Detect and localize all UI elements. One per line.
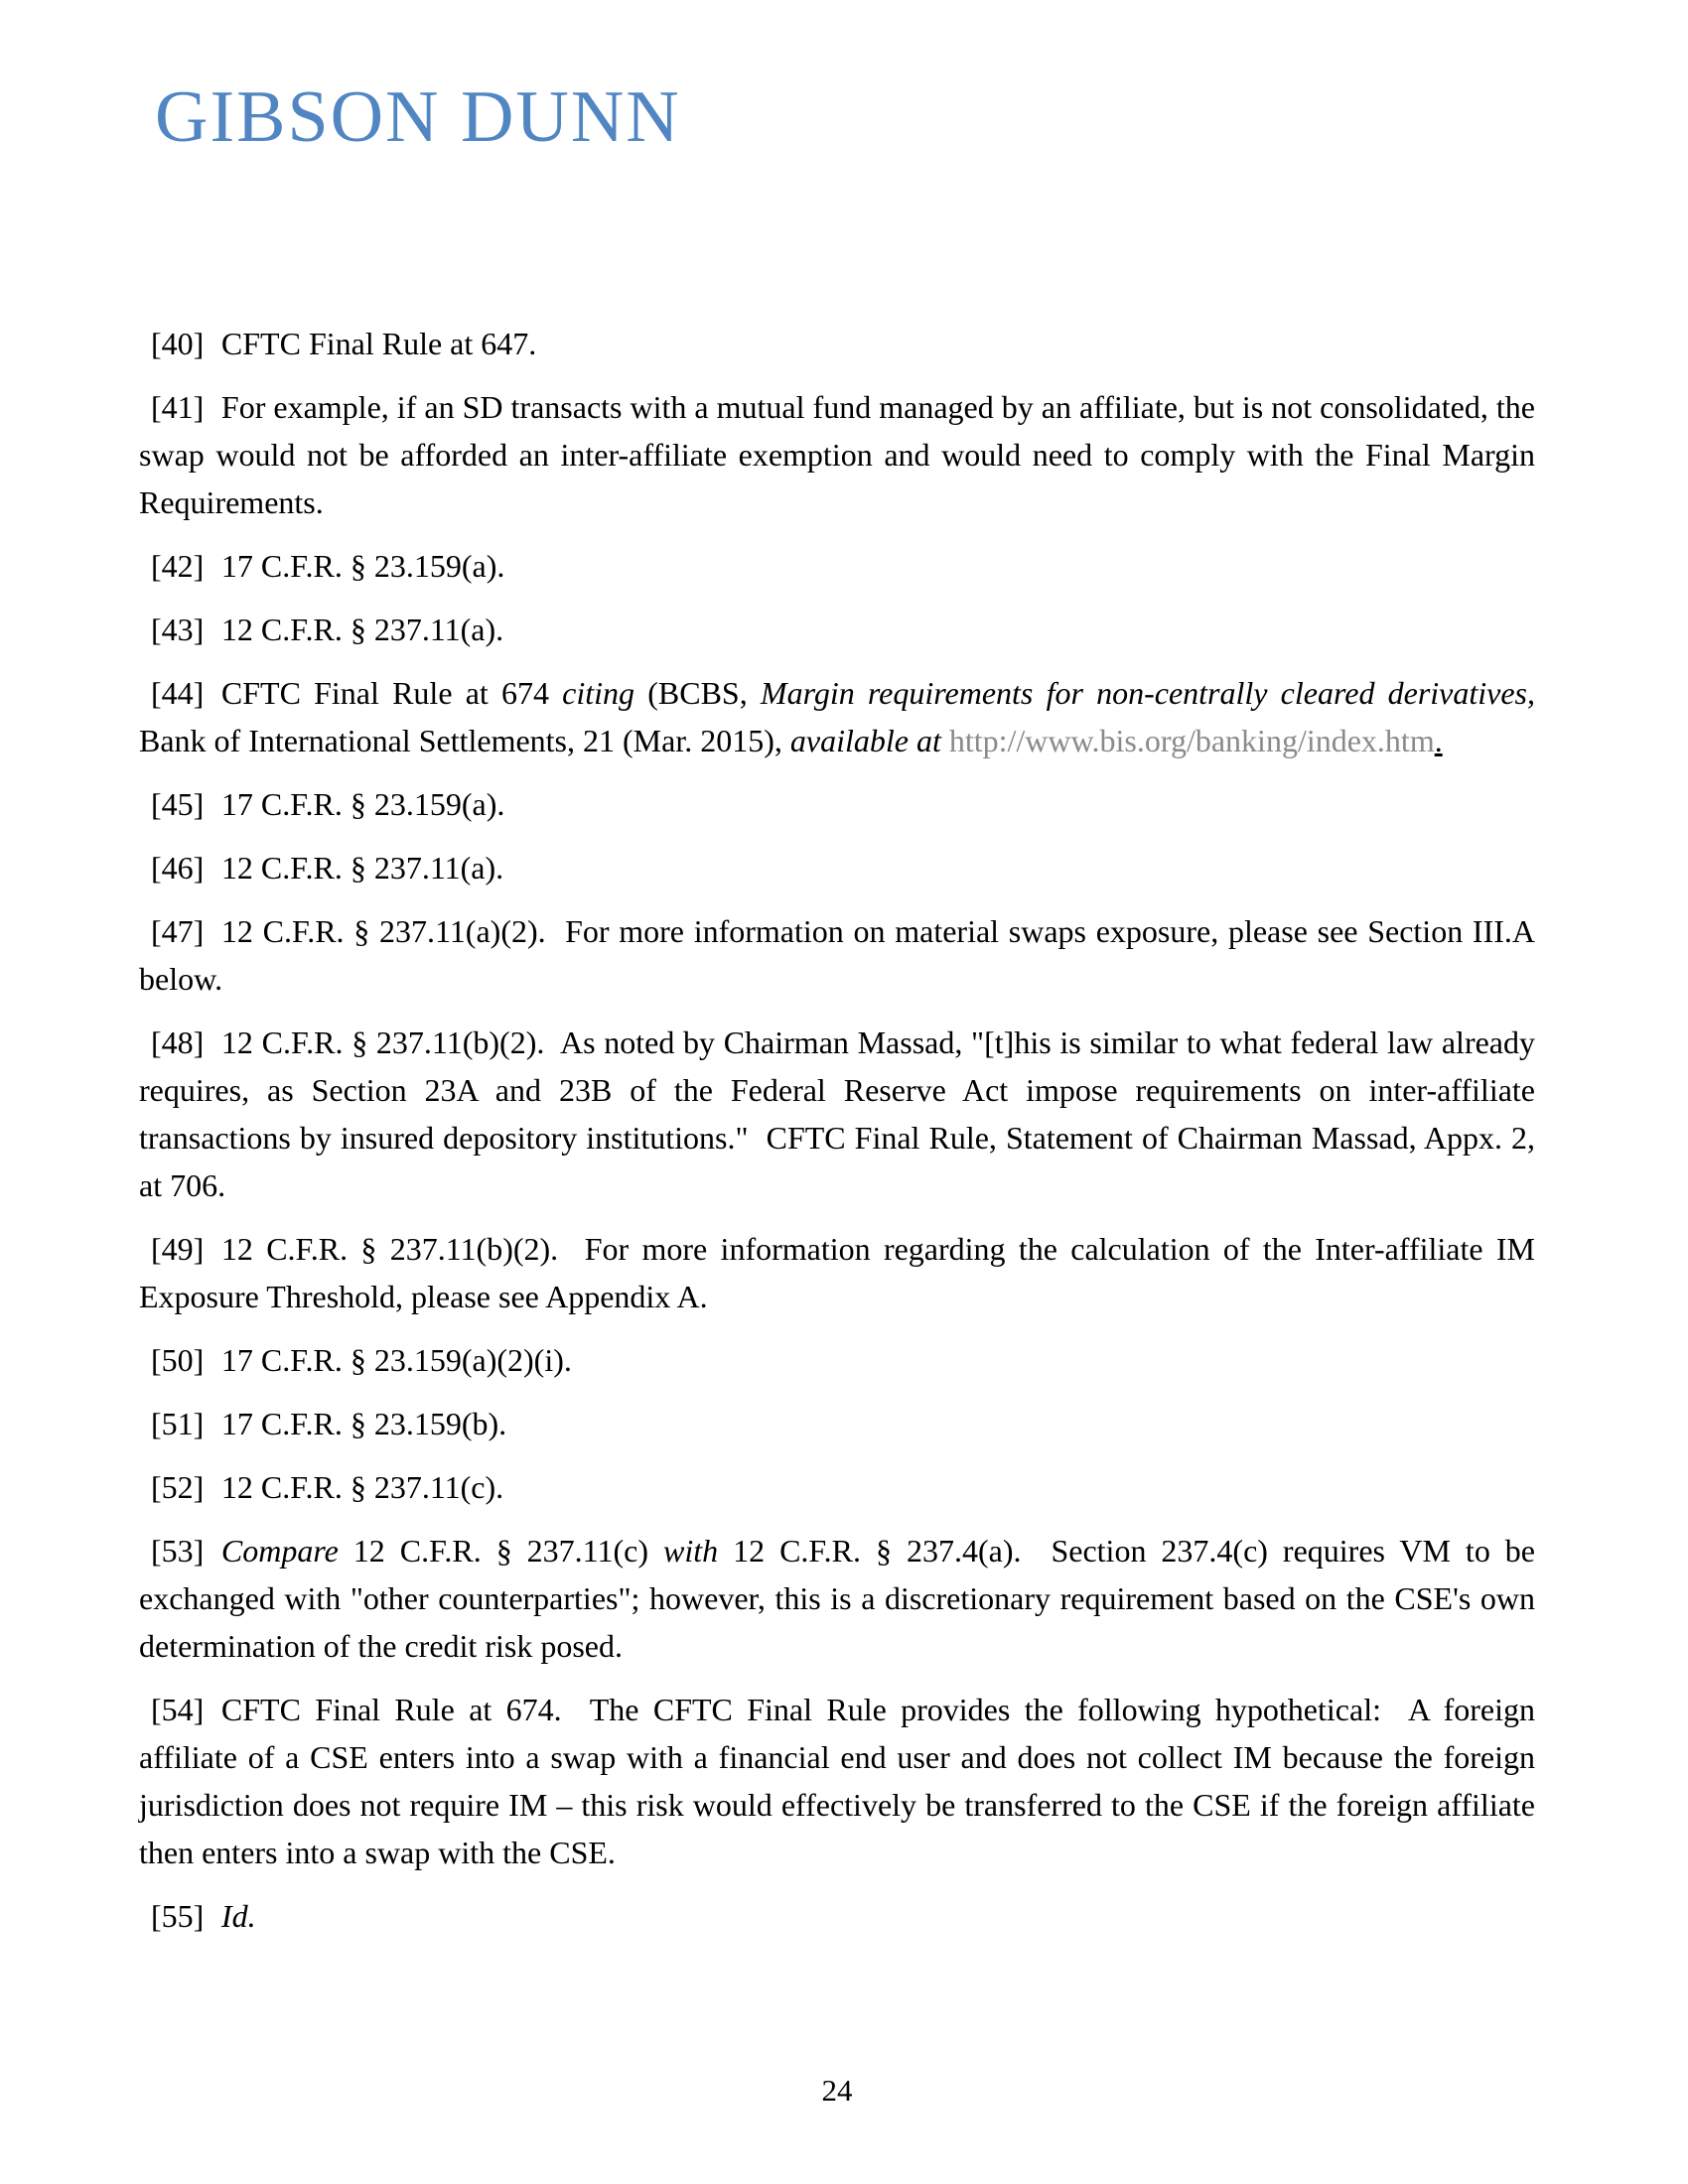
footnote-49 <box>139 1225 1535 1320</box>
footnote-number: [53] <box>151 1533 205 1569</box>
footnote-url-link[interactable]: http://www.bis.org/banking/index.htm <box>948 723 1435 758</box>
footnote-47 <box>139 907 1535 1003</box>
footnote-48 <box>139 1019 1535 1209</box>
footnote-text: Margin requirements for non-centrally cleared derivatives, <box>760 675 1536 711</box>
footnote-text <box>941 723 949 758</box>
footnote-text: CFTC Final Rule at 674. The CFTC Final Rule provides the following hypothetical: A foreign affiliate of a CSE enters into a swap with a financial end user and does not collect IM because the foreign jurisdiction does not require IM – this risk would effectively be transferred to the CSE if the foreign affiliate then enters into a swap with the CSE. <box>139 1692 1535 1870</box>
footnote-number: [43] <box>151 612 205 647</box>
page-number: 24 <box>821 2073 853 2108</box>
page-footer <box>139 2067 1535 2115</box>
footnote-53 <box>139 1527 1535 1670</box>
footnote-number: [51] <box>151 1406 205 1441</box>
footnote-43 <box>139 606 1535 653</box>
footnote-number: [54] <box>151 1692 205 1727</box>
footnote-45 <box>139 780 1535 828</box>
footnote-text: For example, if an SD transacts with a mutual fund managed by an affiliate, but is not consolidated, the swap would not be afforded an inter-affiliate exemption and would need to comply with the Final Margin Requirements. <box>139 389 1535 520</box>
footnote-text: Id. <box>220 1898 256 1934</box>
footnote-number: [40] <box>151 326 205 361</box>
footnote-text: 12 C.F.R. § 237.11(a). <box>220 612 504 647</box>
footnote-number: [48] <box>151 1024 205 1060</box>
footnote-51 <box>139 1400 1535 1447</box>
footnote-text: 12 C.F.R. § 237.11(b)(2). As noted by Chairman Massad, "[t]his is similar to what federal law already requires, as Section 23A and 23B of the Federal Reserve Act impose requirements on inter-affiliate transactions by insured depository institutions." CFTC Final Rule, Statement of Chairman Massad, Appx. 2, at 706. <box>139 1024 1535 1203</box>
footnote-number: [50] <box>151 1342 205 1378</box>
footnote-52 <box>139 1463 1535 1511</box>
footnotes-section <box>139 320 1535 1956</box>
footnote-text: available at <box>789 723 941 758</box>
footnote-50 <box>139 1336 1535 1384</box>
footnote-text: 12 C.F.R. § 237.11(b)(2). For more information regarding the calculation of the Inter-affiliate IM Exposure Threshold, please see Appendix A. <box>139 1231 1535 1314</box>
footnote-number: [55] <box>151 1898 205 1934</box>
footnote-44 <box>139 669 1535 764</box>
footnote-40 <box>139 320 1535 367</box>
gibson-dunn-logo: GIBSON DUNN <box>155 76 681 158</box>
footnote-number: [47] <box>151 913 205 949</box>
footnote-text: 17 C.F.R. § 23.159(b). <box>220 1406 507 1441</box>
footnote-text: citing <box>562 675 635 711</box>
footnote-55 <box>139 1892 1535 1940</box>
footnote-number: [42] <box>151 548 205 584</box>
footnote-text: 17 C.F.R. § 23.159(a). <box>220 786 505 822</box>
footnote-46 <box>139 844 1535 891</box>
footnote-42 <box>139 542 1535 590</box>
footnote-text: 12 C.F.R. § 237.11(a). <box>220 850 504 886</box>
footnote-text: 17 C.F.R. § 23.159(a). <box>220 548 505 584</box>
footnote-54 <box>139 1686 1535 1876</box>
footnote-text: CFTC Final Rule at 647. <box>220 326 537 361</box>
footnote-number: [44] <box>151 675 205 711</box>
footnote-text: 12 C.F.R. § 237.11(c). <box>220 1469 504 1505</box>
footnote-text: 12 C.F.R. § 237.11(c) <box>338 1533 663 1569</box>
footnote-41 <box>139 383 1535 526</box>
footnote-text: with <box>663 1533 719 1569</box>
footnote-text: CFTC Final Rule at 674 <box>220 675 563 711</box>
footnote-text: 17 C.F.R. § 23.159(a)(2)(i). <box>220 1342 572 1378</box>
footnote-number: [41] <box>151 389 205 425</box>
footnote-text: Bank of International Settlements, 21 (Mar. 2015), <box>139 723 790 758</box>
footnote-number: [52] <box>151 1469 205 1505</box>
footnote-text: (BCBS, <box>634 675 761 711</box>
footnote-text: . <box>1434 723 1443 758</box>
footnote-number: [46] <box>151 850 205 886</box>
footnote-text: 12 C.F.R. § 237.4(a). Section 237.4(c) requires VM to be exchanged with "other counterparties"; however, this is a discretionary requirement based on the CSE's own determination of the credit risk posed. <box>139 1533 1536 1664</box>
footnote-number: [49] <box>151 1231 205 1267</box>
footnote-text: 12 C.F.R. § 237.11(a)(2). For more information on material swaps exposure, please see Section III.A below. <box>139 913 1535 997</box>
footnote-text: Compare <box>220 1533 339 1569</box>
footnote-number: [45] <box>151 786 205 822</box>
